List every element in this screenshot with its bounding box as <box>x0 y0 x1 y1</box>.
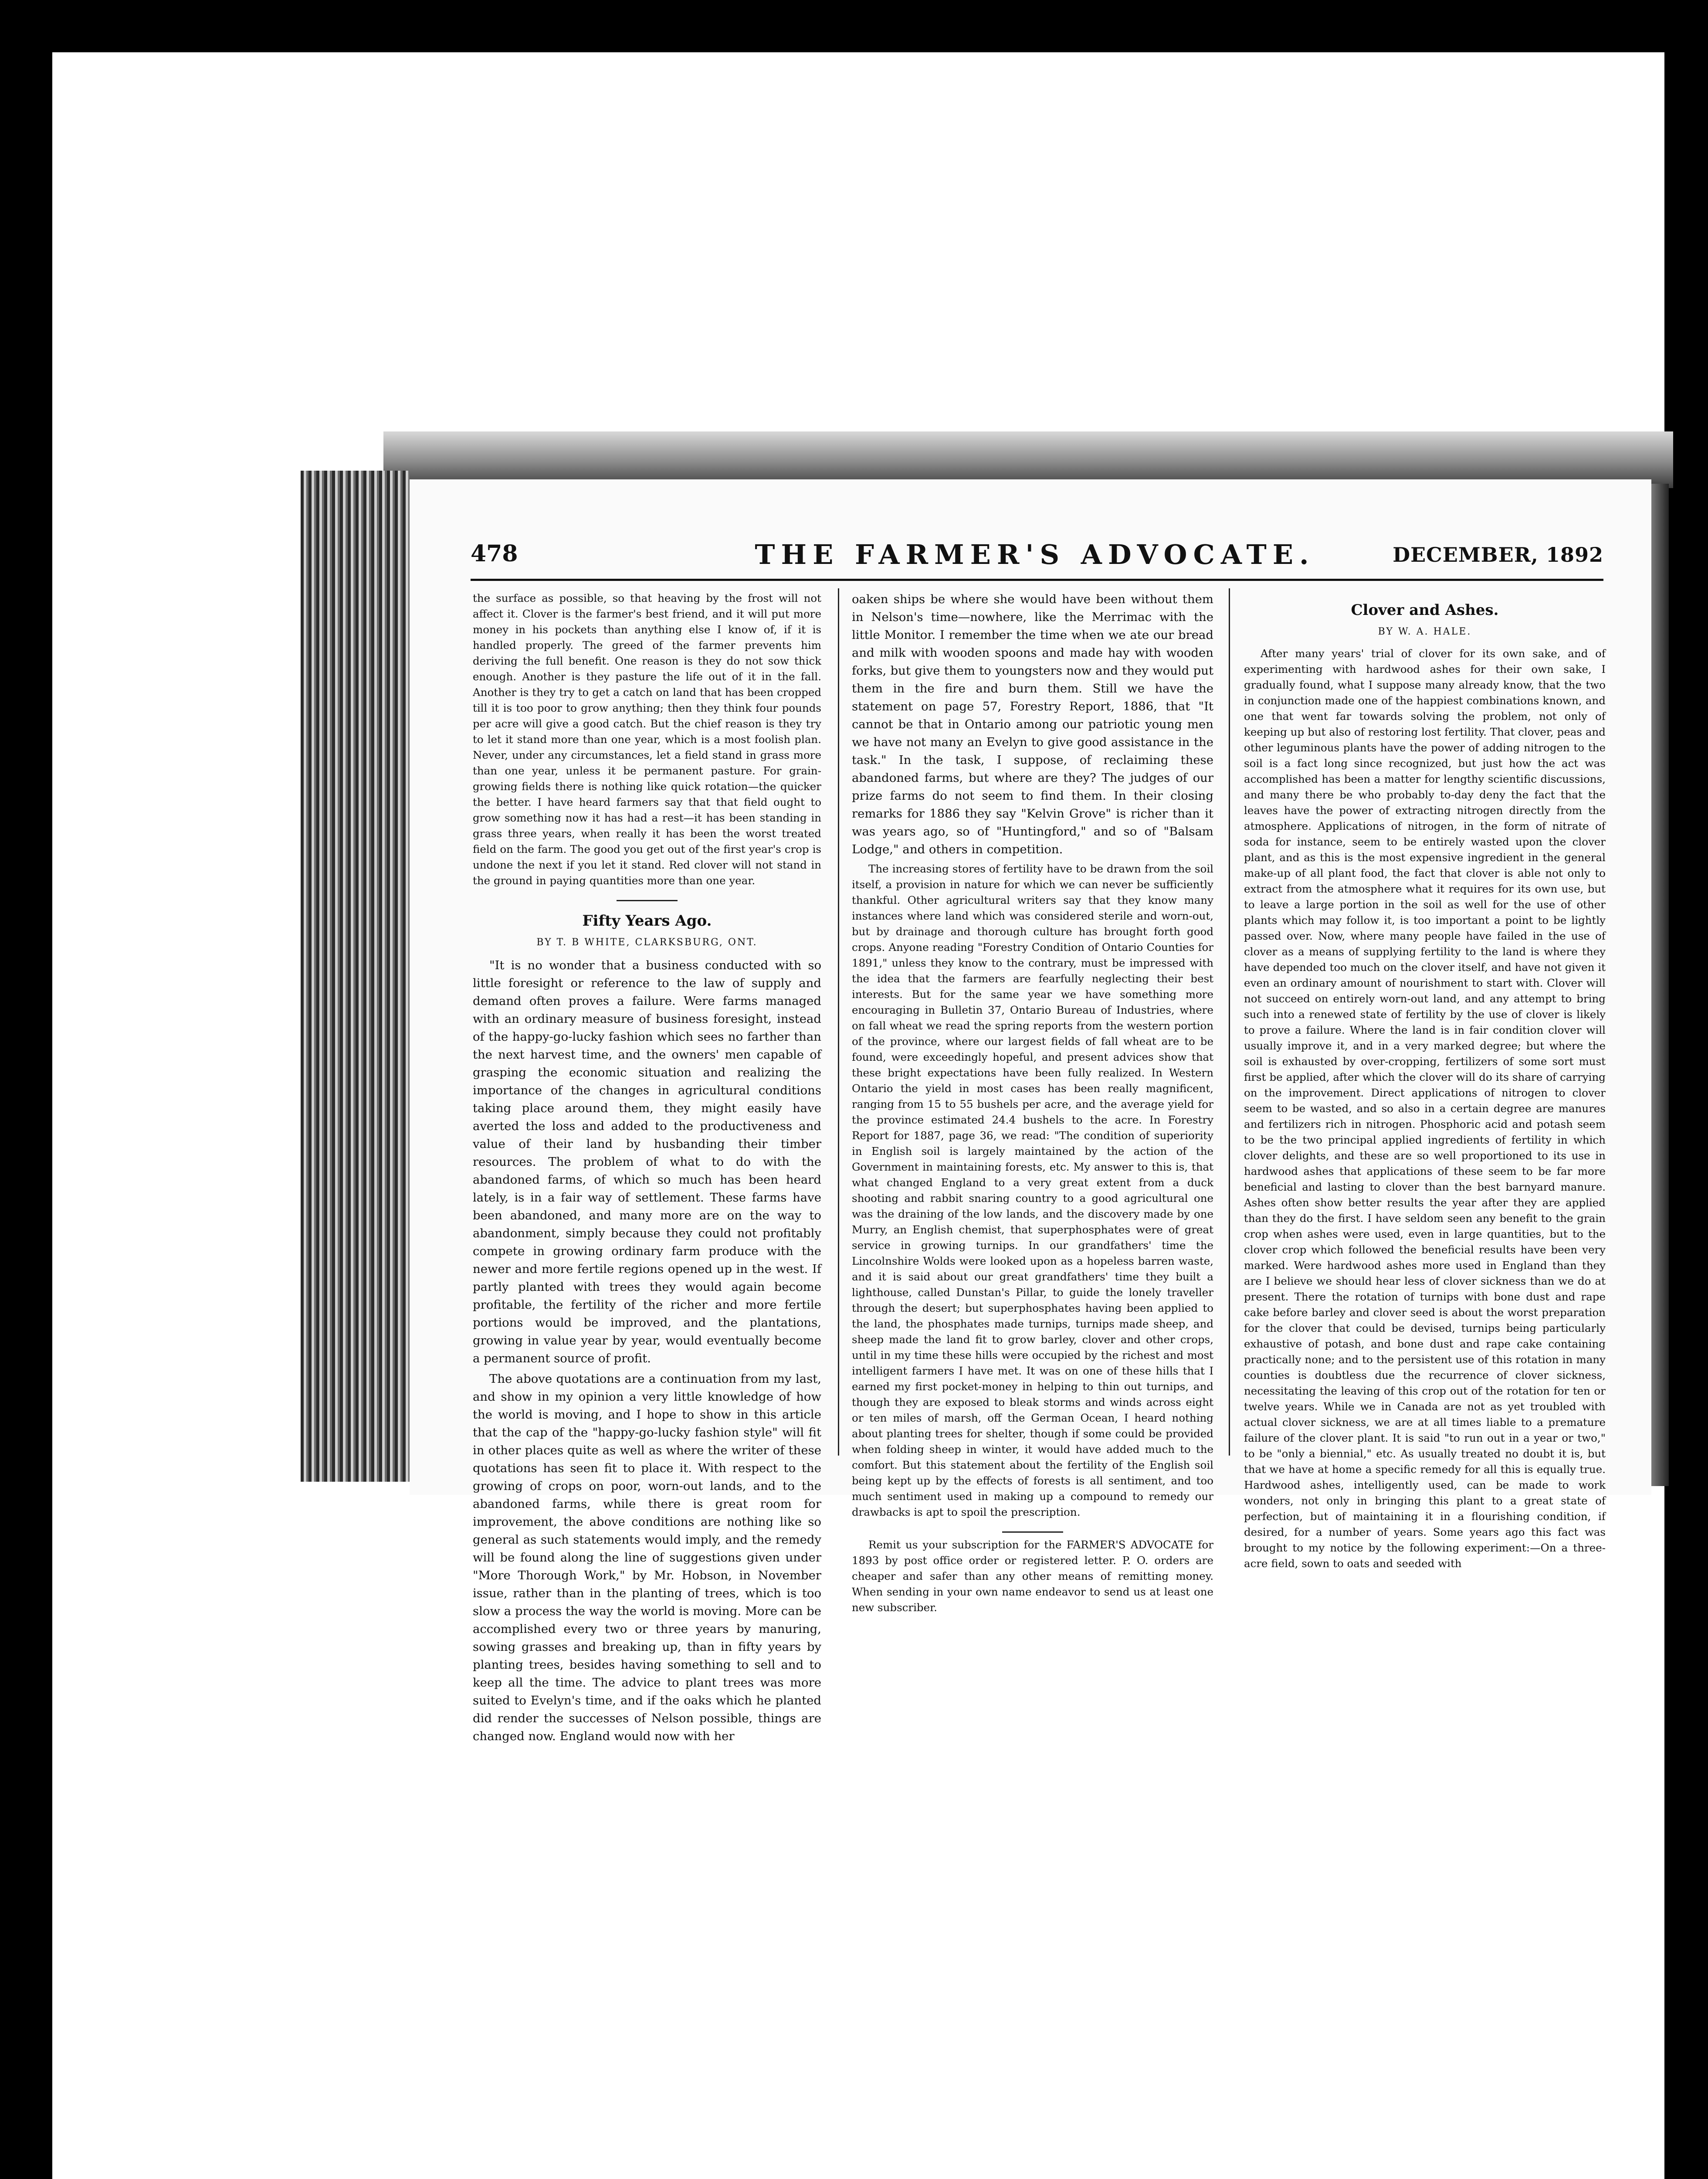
column-1 <box>473 591 821 1743</box>
article-byline-fifty-years: BY T. B WHITE, CLARKSBURG, ONT. <box>536 937 758 948</box>
page-number: 478 <box>471 540 518 567</box>
notice-divider <box>1002 1531 1063 1533</box>
article-byline-clover-ashes: BY W. A. HALE. <box>1378 626 1472 637</box>
masthead-rule <box>471 579 1603 581</box>
subscription-notice: Remit us your subscription for the FARMER'S ADVOCATE for 1893 by post office order or registered letter. P. O. orders are cheaper and safer than any other means of remitting money. When sending in your own name endeavor to send us at least one new subscriber. <box>852 1538 1213 1614</box>
column-divider-1 <box>838 588 839 1456</box>
column-3 <box>1244 591 1606 1570</box>
section-divider <box>617 900 678 901</box>
article-paragraph: After many years' trial of clover for its own sake, and of experimenting with hardwood ashes for their own sake, I gradually found, what I suppose many already know, that the two in conjunction made one of the happiest combinations known, and one that went far towards solving the problem, not only of keeping up but also of restoring lost fertility. That clover, peas and other leguminous plants have the power of adding nitrogen to the soil is a fact long since recognized, but just how the act was accomplished has been a matter for lengthy scientific discussions, and many there be who probably to-day deny the fact that the leaves have the power of extracting nitrogen directly from the atmosphere. Applications of nitrogen, in the form of nitrate of soda for instance, seem to be entirely wasted upon the clover plant, and as this is the most expensive ingredient in the general make-up of all plant food, the fact that clover is able not only to extract from the atmosphere what it requires for its own use, but to leave a large portion in the soil as well for the use of other plants which may follow it, is too important a point to be lightly passed over. Now, where many people have failed in the use of clover as a means of supplying fertility to the land is where they have depended too much on the clover itself, and have not given it even an ordinary amount of nourishment to start with. Clover will not succeed on entirely worn-out land, and any attempt to bring such into a renewed state of fertility by the use of clover is likely to prove a failure. Where the land is in fair condition clover will usually improve it, and in a very marked degree; but where the soil is exhausted by over-cropping, fertilizers of some sort must first be applied, after which the clover will do its share of carrying on the improvement. Direct applications of nitrogen to clover seem to be wasted, and so also in a certain degree are manures and fertilizers rich in nitrogen. Phosphoric acid and potash seem to be the two principal applied ingredients of fertility in which clover delights, and these are so well proportioned to its use in hardwood ashes that applications of these seem to be far more beneficial and lasting to clover than the best barnyard manure. Ashes often show better results the year after they are applied than they do the first. I have seldom seen any benefit to the grain crop when ashes were used, even in large quantities, but to the clover crop which followed the beneficial results have been very marked. Were hardwood ashes more used in England than they are I believe we should hear less of clover sickness than we do at present. There the rotation of turnips with bone dust and rape cake before barley and clover seed is about the worst preparation for the clover that could be devised, turnips being particularly exhaustive of potash, and bone dust and rape cake containing practically none; and to the persistent use of this rotation in many counties is doubtless due the recurrence of clover sickness, necessitating the leaving of this crop out of the rotation for ten or twelve years. While we in Canada are not as yet troubled with actual clover sickness, we are at all times liable to a premature failure of the clover plant. It is said "to run out in a year or two," to be "only a biennial," etc. As usually treated no doubt it is, but that we have at home a specific remedy for all this is equally true. Hardwood ashes, intelligently used, can be made to work wonders, not only in bringing this plant to a great state of perfection, but of maintaining it in a flourishing condition, if desired, for a number of years. Some years ago this fact was brought to my notice by the following experiment:—On a three-acre field, sown to oats and seeded with <box>1244 647 1606 1570</box>
newspaper-page <box>410 479 1651 1743</box>
journal-title: THE FARMER'S ADVOCATE. <box>755 539 1315 570</box>
issue-date: DECEMBER, 1892 <box>1393 543 1603 567</box>
column-divider-2 <box>1229 588 1230 1456</box>
article-paragraph: The increasing stores of fertility have to be drawn from the soil itself, a provision in nature for which we can never be sufficiently thankful. Other agricultural writers say that they know many instances where land which was considered sterile and worn-out, but by drainage and thorough culture has brought forth good crops. Anyone reading "Forestry Condition of Ontario Counties for 1891," unless they know to the contrary, must be impressed with the idea that the farmers are fearfully neglecting their best interests. But for the same year we have something more encouraging in Bulletin 37, Ontario Bureau of Industries, where on fall wheat we read the spring reports from the western portion of the province, where our largest fields of fall wheat are to be found, were exceedingly hopeful, and present advices show that these bright expectations have been fully realized. In Western Ontario the yield in most cases has been really magnificent, ranging from 15 to 55 bushels per acre, and the average yield for the province estimated 24.4 bushels to the acre. In Forestry Report for 1887, page 36, we read: "The condition of superiority in English soil is largely maintained by the action of the Government in maintaining forests, etc. My answer to this is, that what changed England to a very great extent from a duck shooting and rabbit snaring country to a good agricultural one was the draining of the low lands, and the discovery made by one Murry, an English chemist, that superphosphates were of great service in growing turnips. In our grandfathers' time the Lincolnshire Wolds were looked upon as a hopeless barren waste, and it is said about our great grandfathers' time they built a lighthouse, called Dunstan's Pillar, to guide the lonely traveller through the desert; but superphosphates having been applied to the land, the phosphates made turnips, turnips made sheep, and sheep made the land fit to grow barley, clover and other crops, until in my time these hills were occupied by the richest and most intelligent farmers I have met. It was on one of these hills that I earned my first pocket-money in helping to thin out turnips, and though they are exposed to bleak storms and winds across eight or ten miles of marsh, off the German Ocean, I heard nothing about planting trees for shelter, though if some could be provided when folding sheep in winter, it would have added much to the comfort. But this statement about the fertility of the English soil being kept up by the effects of forests is all sentiment, and too much sentiment used in making up a compound to remedy our drawbacks is apt to spoil the prescription. <box>852 862 1213 1518</box>
article-title-fifty-years: Fifty Years Ago. <box>582 912 712 930</box>
masthead <box>471 540 1603 575</box>
column-2 <box>852 591 1213 1614</box>
article-paragraph: "It is no wonder that a business conducted with so little foresight or reference to the law of supply and demand often proves a failure. Were farms managed with an ordinary measure of business foresight, instead of the happy-go-lucky fashion which sees no farther than the next harvest time, and the owners' men capable of grasping the economic situation and realizing the importance of the changes in agricultural conditions taking place around them, they might easily have averted the loss and added to the productiveness and value of their land by husbanding their timber resources. The problem of what to do with the abandoned farms, of which so much has been heard lately, is in a fair way of settlement. These farms have been abandoned, and many more are on the way to abandonment, simply because they could not profitably compete in growing ordinary farm produce with the newer and more fertile regions opened up in the west. If partly planted with trees they would again become profitable, the fertility of the richer and more fertile portions would be improved, and the plantations, growing in value year by year, would eventually become a permanent source of profit. <box>473 958 821 1365</box>
book-page-edges <box>301 471 410 1482</box>
article-title-clover-ashes: Clover and Ashes. <box>1351 601 1499 619</box>
column-1-continued-text: the surface as possible, so that heaving by the frost will not affect it. Clover is the farmer's best friend, and it will put more money in his pockets than anything else I know of, if it is handled properly. The greed of the farmer prevents him deriving the full benefit. One reason is they do not sow thick enough. Another is they pasture the life out of it in the fall. Another is they try to get a catch on land that has been cropped till it is too poor to grow anything; then they think four pounds per acre will give a good catch. But the chief reason is they try to let it stand more than one year, which is a most foolish plan. Never, under any circumstances, let a field stand in grass more than one year, unless it be permanent pasture. For grain-growing fields there is nothing like quick rotation—the quicker the better. I have heard farmers say that that field ought to grow something now it has had a rest—it has been standing in grass three years, when really it has been the worst treated field on the farm. The good you get out of the first year's crop is undone the next if you let it stand. Red clover will not stand in the ground in paying quantities more than one year. <box>473 592 821 887</box>
article-paragraph: The above quotations are a continuation from my last, and show in my opinion a very little knowledge of how the world is moving, and I hope to show in this article that the cap of the "happy-go-lucky fashion style" will fit in other places quite as well as where the writer of these quotations has seen fit to place it. With respect to the growing of crops on poor, worn-out lands, and to the abandoned farms, while there is great room for improvement, the above conditions are nothing like so general as such statements would imply, and the remedy will be found along the line of suggestions given under "More Thorough Work," by Mr. Hobson, in November issue, rather than in the planting of trees, which is too slow a process the way the world is moving. More can be accomplished every two or three years by manuring, sowing grasses and breaking up, than in fifty years by planting trees, besides having something to sell and to keep all the time. The advice to plant trees was more suited to Evelyn's time, and if the oaks which he planted did render the successes of Nelson possible, things are changed now. England would now with her <box>473 1372 821 1743</box>
article-paragraph: oaken ships be where she would have been without them in Nelson's time—nowhere, like the Merrimac with the little Monitor. I remember the time when we ate our bread and milk with wooden spoons and made hay with wooden forks, but give them to youngsters now and they would put them in the fire and burn them. Still we have the statement on page 57, Forestry Report, 1886, that "It cannot be that in Ontario among our patriotic young men we have not many an Evelyn to give good assistance in the task." In the task, I suppose, of reclaiming these abandoned farms, but where are they? The judges of our prize farms do not seem to find them. In their closing remarks for 1886 they say "Kelvin Grove" is richer than it was years ago, so of "Huntingford," and so of "Balsam Lodge," and others in competition. <box>852 592 1213 856</box>
